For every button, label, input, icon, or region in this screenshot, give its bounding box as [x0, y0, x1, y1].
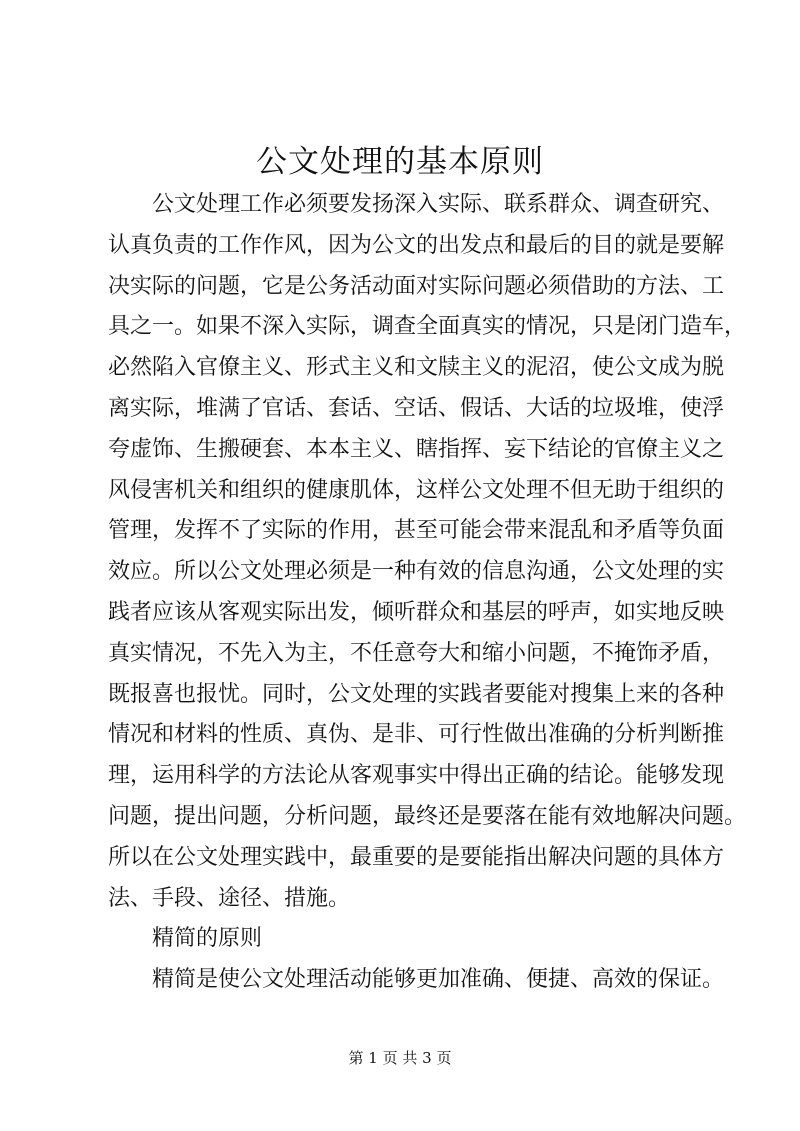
paragraph-line: 公文处理工作必须要发扬深入实际、联系群众、调查研究、 [152, 192, 725, 217]
paragraph-line: 所以在公文处理实践中，最重要的是要能指出解决问题的具体方 [108, 844, 725, 870]
paragraph-line: 决实际的问题，它是公务活动面对实际问题必须借助的方法、工 [108, 273, 725, 299]
paragraph-line: 管理，发挥不了实际的作用，甚至可能会带来混乱和矛盾等负面 [108, 518, 725, 544]
paragraph-line: 夸虚饰、生搬硬套、本本主义、瞎指挥、妄下结论的官僚主义之 [108, 436, 725, 462]
paragraph-line: 效应。所以公文处理必须是一种有效的信息沟通，公文处理的实 [108, 559, 725, 585]
document-title: 公文处理的基本原则 [256, 144, 544, 180]
paragraph-line: 精简是使公文处理活动能够更加准确、便捷、高效的保证。 [152, 967, 725, 993]
paragraph-line: 情况和材料的性质、真伪、是非、可行性做出准确的分析判断推 [108, 722, 725, 748]
paragraph-line: 践者应该从客观实际出发，倾听群众和基层的呼声，如实地反映 [108, 599, 725, 625]
paragraph-line: 认真负责的工作作风，因为公文的出发点和最后的目的就是要解 [108, 232, 725, 258]
paragraph-line: 风侵害机关和组织的健康肌体，这样公文处理不但无助于组织的 [108, 477, 725, 503]
paragraph-line: 具之一。如果不深入实际，调查全面真实的情况，只是闭门造车， [108, 314, 747, 340]
paragraph-line: 离实际，堆满了官话、套话、空话、假话、大话的垃圾堆，使浮 [108, 395, 725, 421]
paragraph-line: 法、手段、途径、措施。 [108, 885, 351, 911]
paragraph-line: 问题，提出问题，分析问题，最终还是要落在能有效地解决问题。 [108, 803, 747, 829]
paragraph-line: 必然陷入官僚主义、形式主义和文牍主义的泥沼，使公文成为脱 [108, 355, 725, 381]
paragraph-line: 真实情况，不先入为主，不任意夸大和缩小问题，不掩饰矛盾， [108, 640, 725, 666]
paragraph-line: 既报喜也报忧。同时，公文处理的实践者要能对搜集上来的各种 [108, 681, 725, 707]
page-footer: 第 1 页 共 3 页 [348, 1049, 452, 1067]
paragraph-line: 理，运用科学的方法论从客观事实中得出正确的结论。能够发现 [108, 763, 725, 789]
document-body [108, 185, 747, 1001]
section-heading: 精简的原则 [152, 926, 263, 952]
